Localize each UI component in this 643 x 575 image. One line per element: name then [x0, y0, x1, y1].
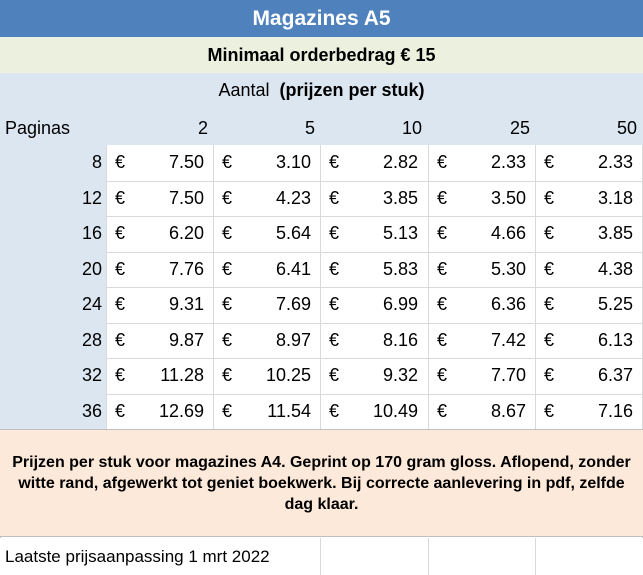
price-cell: 6.20 [168, 223, 204, 244]
currency-symbol: € [437, 223, 448, 244]
page-count-cell: 16 [81, 223, 102, 244]
footer-divider [428, 538, 429, 575]
currency-symbol: € [544, 365, 555, 386]
currency-symbol: € [222, 294, 233, 315]
quantity-caption [0, 73, 643, 107]
row-header-label: Paginas [5, 117, 71, 138]
page-count-cell: 32 [81, 365, 102, 386]
currency-symbol: € [329, 152, 340, 173]
page-count-cell: 12 [81, 187, 102, 208]
currency-symbol: € [544, 258, 555, 279]
page-count-cell: 24 [81, 294, 102, 315]
price-cell: 10.49 [372, 400, 418, 421]
currency-symbol: € [222, 329, 233, 350]
product-description: Prijzen per stuk voor magazines A4. Geprint op 170 gram gloss. Aflopend, zonder witte rand, afgewerkt tot geniet boekwerk. Bij correcte aanlevering in pdf, zelfde dag klaar. [0, 429, 643, 537]
minimum-order-banner: Minimaal orderbedrag € 15 [0, 37, 643, 74]
column-header-row [0, 111, 643, 145]
currency-symbol: € [544, 187, 555, 208]
price-cell: 2.82 [382, 152, 418, 173]
currency-symbol: € [329, 400, 340, 421]
price-cell: 2.33 [597, 152, 633, 173]
currency-symbol: € [437, 152, 448, 173]
price-cell: 3.18 [597, 187, 633, 208]
currency-symbol: € [544, 400, 555, 421]
currency-symbol: € [329, 223, 340, 244]
page-title: Magazines A5 [0, 0, 643, 37]
price-cell: 6.37 [597, 365, 633, 386]
quantity-header-50: 50 [616, 117, 637, 138]
currency-symbol: € [329, 258, 340, 279]
currency-symbol: € [329, 365, 340, 386]
price-cell: 7.50 [168, 187, 204, 208]
price-cell: 6.41 [275, 258, 311, 279]
currency-symbol: € [437, 365, 448, 386]
price-cell: 7.16 [597, 400, 633, 421]
price-cell: 12.69 [158, 400, 204, 421]
price-cell: 3.50 [490, 187, 526, 208]
currency-symbol: € [437, 294, 448, 315]
table-row [0, 216, 643, 252]
table-row [0, 252, 643, 288]
currency-symbol: € [115, 329, 126, 350]
currency-symbol: € [544, 152, 555, 173]
currency-symbol: € [437, 400, 448, 421]
price-cell: 9.31 [168, 294, 204, 315]
page-count-cell: 20 [81, 258, 102, 279]
price-cell: 6.99 [382, 294, 418, 315]
currency-symbol: € [222, 187, 233, 208]
currency-symbol: € [544, 329, 555, 350]
price-cell: 5.64 [275, 223, 311, 244]
table-row [0, 394, 643, 430]
quantity-header-10: 10 [401, 117, 422, 138]
currency-symbol: € [222, 258, 233, 279]
price-cell: 4.38 [597, 258, 633, 279]
quantity-note: (prijzen per stuk) [279, 79, 425, 100]
currency-symbol: € [115, 400, 126, 421]
price-cell: 4.23 [275, 187, 311, 208]
quantity-header-5: 5 [304, 117, 315, 138]
currency-symbol: € [544, 223, 555, 244]
price-cell: 8.16 [382, 329, 418, 350]
price-cell: 2.33 [490, 152, 526, 173]
quantity-label: Aantal [218, 79, 270, 100]
currency-symbol: € [115, 223, 126, 244]
page-count-cell: 28 [81, 329, 102, 350]
currency-symbol: € [329, 294, 340, 315]
price-cell: 7.76 [168, 258, 204, 279]
price-cell: 7.50 [168, 152, 204, 173]
price-cell: 11.28 [160, 365, 204, 386]
price-cell: 10.25 [265, 365, 311, 386]
table-row [0, 358, 643, 394]
price-cell: 7.42 [490, 329, 526, 350]
last-price-update: Laatste prijsaanpassing 1 mrt 2022 [5, 546, 270, 566]
currency-symbol: € [115, 365, 126, 386]
price-cell: 9.87 [168, 329, 204, 350]
currency-symbol: € [329, 187, 340, 208]
currency-symbol: € [222, 223, 233, 244]
table-row [0, 145, 643, 181]
currency-symbol: € [115, 258, 126, 279]
price-cell: 7.70 [490, 365, 526, 386]
price-cell: 3.10 [275, 152, 311, 173]
currency-symbol: € [437, 187, 448, 208]
price-cell: 4.66 [490, 223, 526, 244]
page-count-cell: 36 [81, 400, 102, 421]
footer-divider [535, 538, 536, 575]
page-count-cell: 8 [91, 152, 102, 173]
price-cell: 7.69 [275, 294, 311, 315]
price-cell: 6.13 [597, 329, 633, 350]
price-cell: 8.97 [275, 329, 311, 350]
price-cell: 5.13 [382, 223, 418, 244]
currency-symbol: € [222, 365, 233, 386]
price-cell: 11.54 [267, 400, 311, 421]
price-cell: 3.85 [382, 187, 418, 208]
table-row [0, 181, 643, 217]
price-cell: 5.25 [597, 294, 633, 315]
currency-symbol: € [115, 152, 126, 173]
currency-symbol: € [115, 187, 126, 208]
price-cell: 9.32 [382, 365, 418, 386]
currency-symbol: € [437, 329, 448, 350]
table-row [0, 323, 643, 359]
currency-symbol: € [329, 329, 340, 350]
footer-row [0, 538, 643, 575]
currency-symbol: € [437, 258, 448, 279]
price-cell: 6.36 [490, 294, 526, 315]
quantity-header-2: 2 [197, 117, 208, 138]
footer-divider [320, 538, 321, 575]
price-cell: 3.85 [597, 223, 633, 244]
price-cell: 5.30 [490, 258, 526, 279]
price-cell: 8.67 [490, 400, 526, 421]
price-cell: 5.83 [382, 258, 418, 279]
currency-symbol: € [544, 294, 555, 315]
quantity-header-25: 25 [509, 117, 530, 138]
table-row [0, 287, 643, 323]
currency-symbol: € [222, 400, 233, 421]
currency-symbol: € [222, 152, 233, 173]
currency-symbol: € [115, 294, 126, 315]
